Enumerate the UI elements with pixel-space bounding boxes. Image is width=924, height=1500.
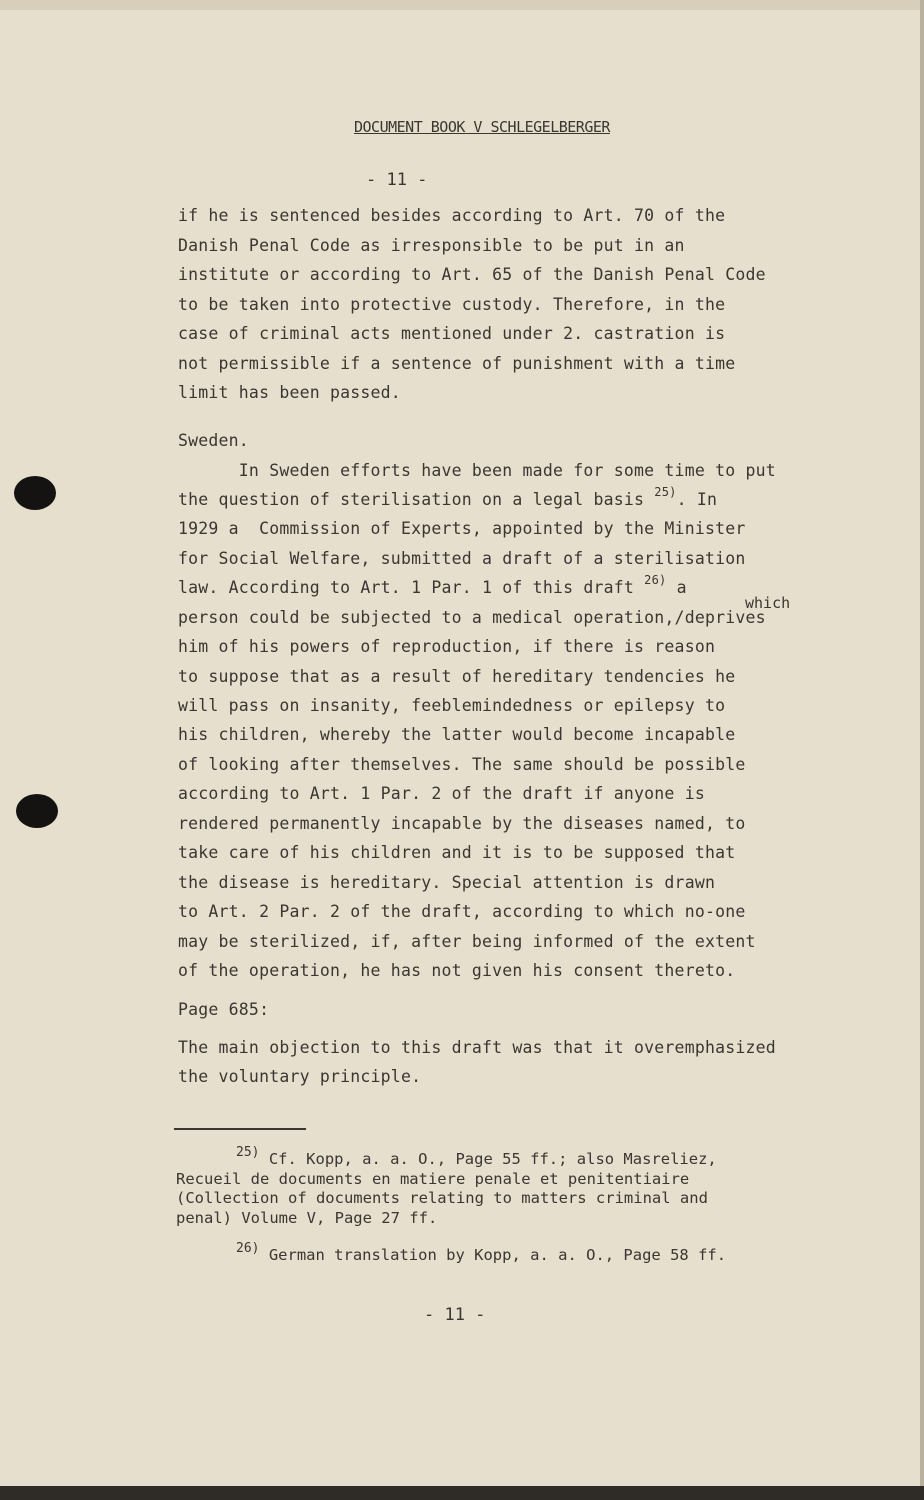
body-text: . In [676,490,718,509]
footnote-ref-26: 26) [644,573,667,587]
body-line: to suppose that as a result of hereditary tendencies he [178,667,736,686]
body-line: 1929 a Commission of Experts, appointed by the Minister [178,519,746,538]
page-number-bottom: - 11 - [424,1305,486,1325]
handwritten-insert-which: which [745,594,791,612]
body-line: him of his powers of reproduction, if there is reason [178,637,716,656]
body-line: Danish Penal Code as irresponsible to be put in an [178,236,685,255]
page-number-top: - 11 - [366,170,428,190]
footnote-text: German translation by Kopp, a. a. O., Page 58 ff. [268,1246,727,1264]
body-line: institute or according to Art. 65 of the Danish Penal Code [178,265,766,284]
footnote-number: 26) [236,1241,260,1256]
footnote-line: (Collection of documents relating to matters criminal and [176,1189,708,1207]
body-line: take care of his children and it is to be supposed that [178,843,736,862]
body-line: his children, whereby the latter would become incapable [178,725,736,744]
body-line: according to Art. 1 Par. 2 of the draft if anyone is [178,784,705,803]
body-line [178,485,718,509]
footnote-26 [176,1241,727,1264]
body-line: the voluntary principle. [178,1067,422,1086]
body-text: law. According to Art. 1 Par. 1 of this draft [178,578,645,597]
footnote-25 [176,1145,717,1168]
page-right-edge [920,0,924,1500]
footnote-line: penal) Volume V, Page 27 ff. [176,1209,438,1227]
body-line: may be sterilized, if, after being informed of the extent [178,932,756,951]
body-line: case of criminal acts mentioned under 2. castration is [178,324,726,343]
page-reference: Page 685: [178,1000,270,1019]
body-line: to be taken into protective custody. Therefore, in the [178,295,726,314]
body-line: In Sweden efforts have been made for some time to put [178,461,776,480]
body-line: of looking after themselves. The same should be possible [178,755,746,774]
body-text: a [666,578,687,597]
punch-hole [14,476,56,510]
body-text: the question of sterilisation on a legal basis [178,490,655,509]
body-line: will pass on insanity, feeblemindedness or epilepsy to [178,696,726,715]
footnote-ref-25: 25) [654,485,677,499]
body-line: the disease is hereditary. Special attention is drawn [178,873,716,892]
footnote-text: Cf. Kopp, a. a. O., Page 55 ff.; also Masreliez, [268,1150,717,1168]
section-heading-sweden: Sweden. [178,431,249,450]
body-line: to Art. 2 Par. 2 of the draft, according to which no-one [178,902,746,921]
body-line: for Social Welfare, submitted a draft of a sterilisation [178,549,746,568]
footnote-number: 25) [236,1145,260,1160]
body-line: The main objection to this draft was that it overemphasized [178,1038,776,1057]
body-line: person could be subjected to a medical operation,/deprives [178,608,766,627]
footnote-separator [174,1128,306,1130]
page-top-edge [0,0,924,10]
page-bottom-edge [0,1486,924,1500]
document-header-title: DOCUMENT BOOK V SCHLEGELBERGER [354,118,610,136]
body-line: limit has been passed. [178,383,401,402]
body-line: rendered permanently incapable by the diseases named, to [178,814,746,833]
punch-hole [16,794,58,828]
body-line [178,573,687,597]
body-line: if he is sentenced besides according to Art. 70 of the [178,206,726,225]
body-line: not permissible if a sentence of punishment with a time [178,354,736,373]
footnote-line: Recueil de documents en matiere penale et penitentiaire [176,1170,690,1188]
body-line: of the operation, he has not given his consent thereto. [178,961,736,980]
